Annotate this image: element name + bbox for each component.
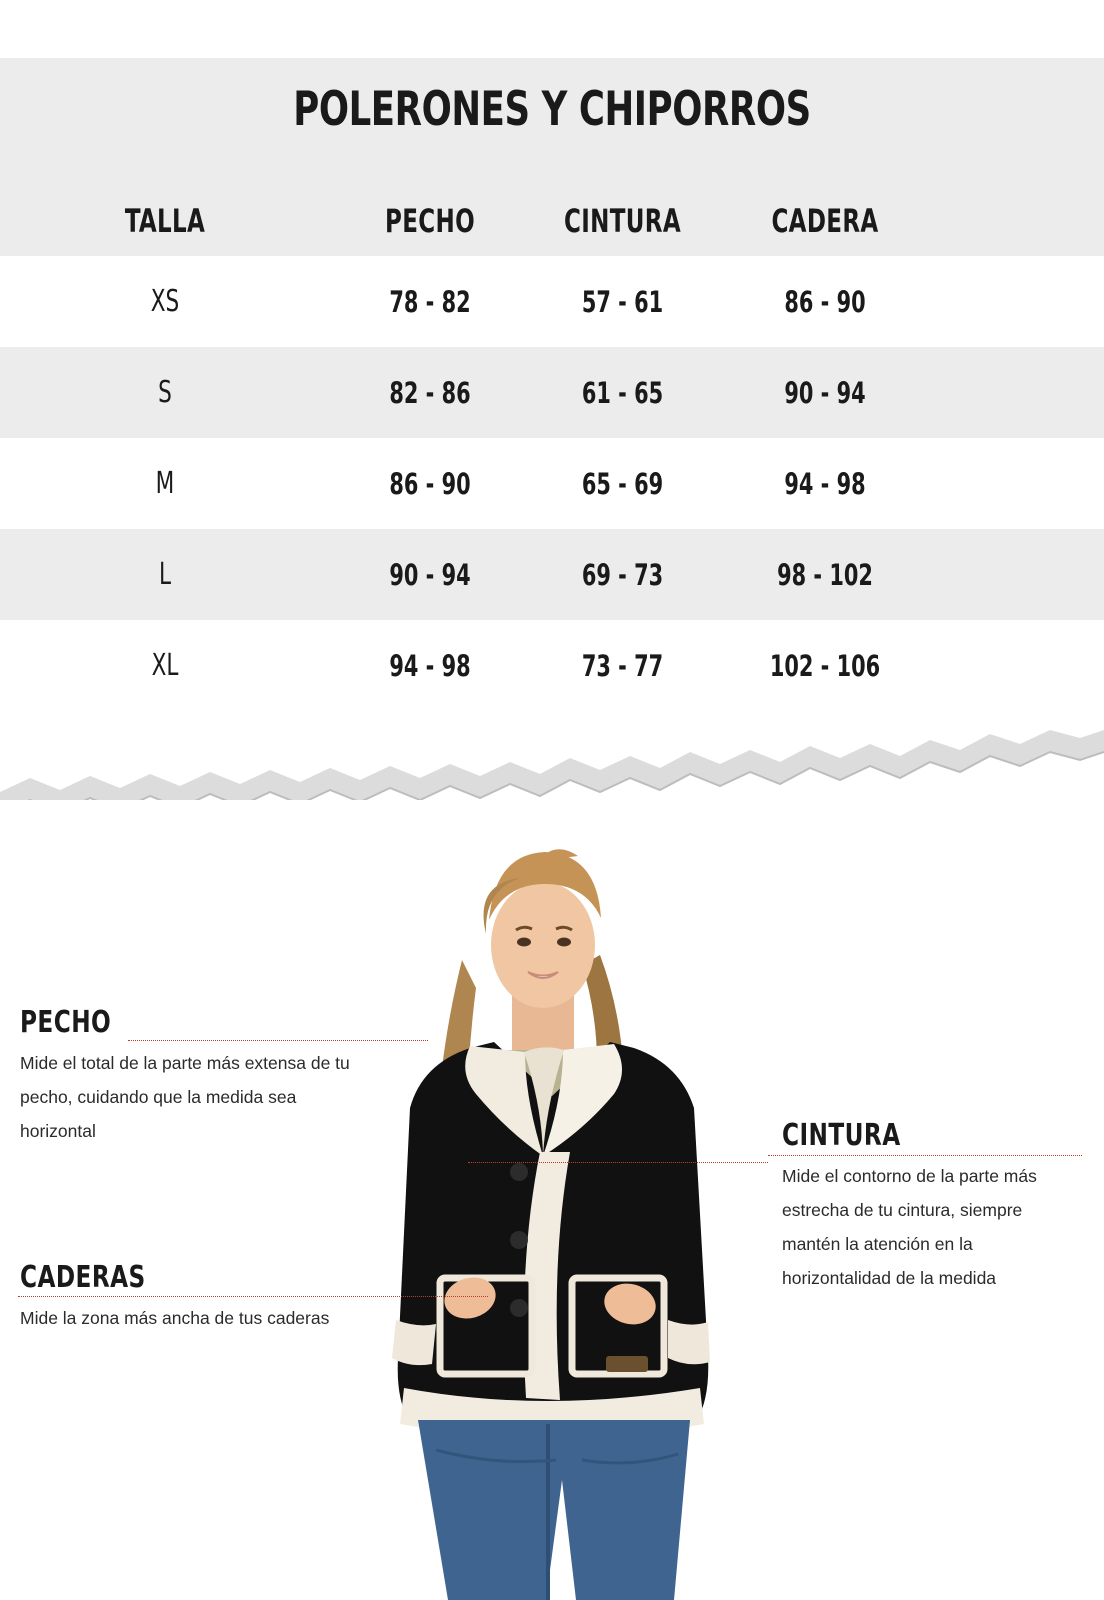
annotation-cintura-text: Mide el contorno de la parte más estrecha de tu cintura, siempre mantén la atención en la horizontalidad de la medida [782, 1166, 1037, 1289]
cell-cintura: 61 - 65 [581, 375, 664, 410]
annotation-caderas-text: Mide la zona más ancha de tus caderas [20, 1308, 330, 1328]
cell-pecho: 82 - 86 [389, 375, 471, 410]
cell-pecho: 94 - 98 [389, 648, 471, 683]
table-row [0, 529, 1104, 620]
annotation-cintura-heading: CINTURA [782, 1118, 901, 1153]
cell-cadera: 94 - 98 [784, 466, 866, 501]
cell-cintura: 57 - 61 [581, 284, 664, 319]
annotation-pecho-text: Mide el total de la parte más extensa de tu pecho, cuidando que la medida sea horizontal [20, 1053, 350, 1142]
column-header-talla: TALLA [124, 202, 206, 240]
cell-cintura: 73 - 77 [581, 648, 664, 683]
annotation-pecho-heading: PECHO [20, 1005, 112, 1040]
cell-pecho: 86 - 90 [389, 466, 471, 501]
annotation-caderas [20, 1260, 350, 1335]
measurement-guide-section [0, 800, 1104, 1600]
cell-pecho: 78 - 82 [389, 284, 471, 319]
cell-cadera: 98 - 102 [777, 557, 873, 592]
size-table [0, 186, 1104, 711]
table-row [0, 256, 1104, 347]
cell-cadera: 102 - 106 [769, 648, 881, 683]
table-row [0, 620, 1104, 711]
annotation-caderas-heading: CADERAS [20, 1260, 146, 1295]
cell-pecho: 90 - 94 [389, 557, 471, 592]
cell-talla: M [155, 466, 175, 501]
cell-cintura: 69 - 73 [581, 557, 664, 592]
cell-cadera: 90 - 94 [784, 375, 866, 410]
table-header-row [0, 186, 1104, 256]
annotation-pecho [20, 1005, 350, 1148]
table-row [0, 438, 1104, 529]
page-title: POLERONES Y CHIPORROS [293, 82, 811, 137]
cell-cadera: 86 - 90 [784, 284, 866, 319]
annotation-cintura [782, 1118, 1082, 1296]
table-row [0, 347, 1104, 438]
column-header-cadera: CADERA [771, 202, 879, 240]
leader-line-cintura-mid [468, 1162, 768, 1163]
cell-cintura: 65 - 69 [581, 466, 664, 501]
size-chart-section [0, 0, 1104, 760]
cell-talla: XL [151, 648, 179, 683]
cell-talla: L [158, 557, 172, 592]
column-header-pecho: PECHO [385, 202, 475, 240]
cell-talla: S [158, 375, 172, 410]
cell-talla: XS [150, 284, 180, 319]
column-header-cintura: CINTURA [564, 202, 681, 240]
